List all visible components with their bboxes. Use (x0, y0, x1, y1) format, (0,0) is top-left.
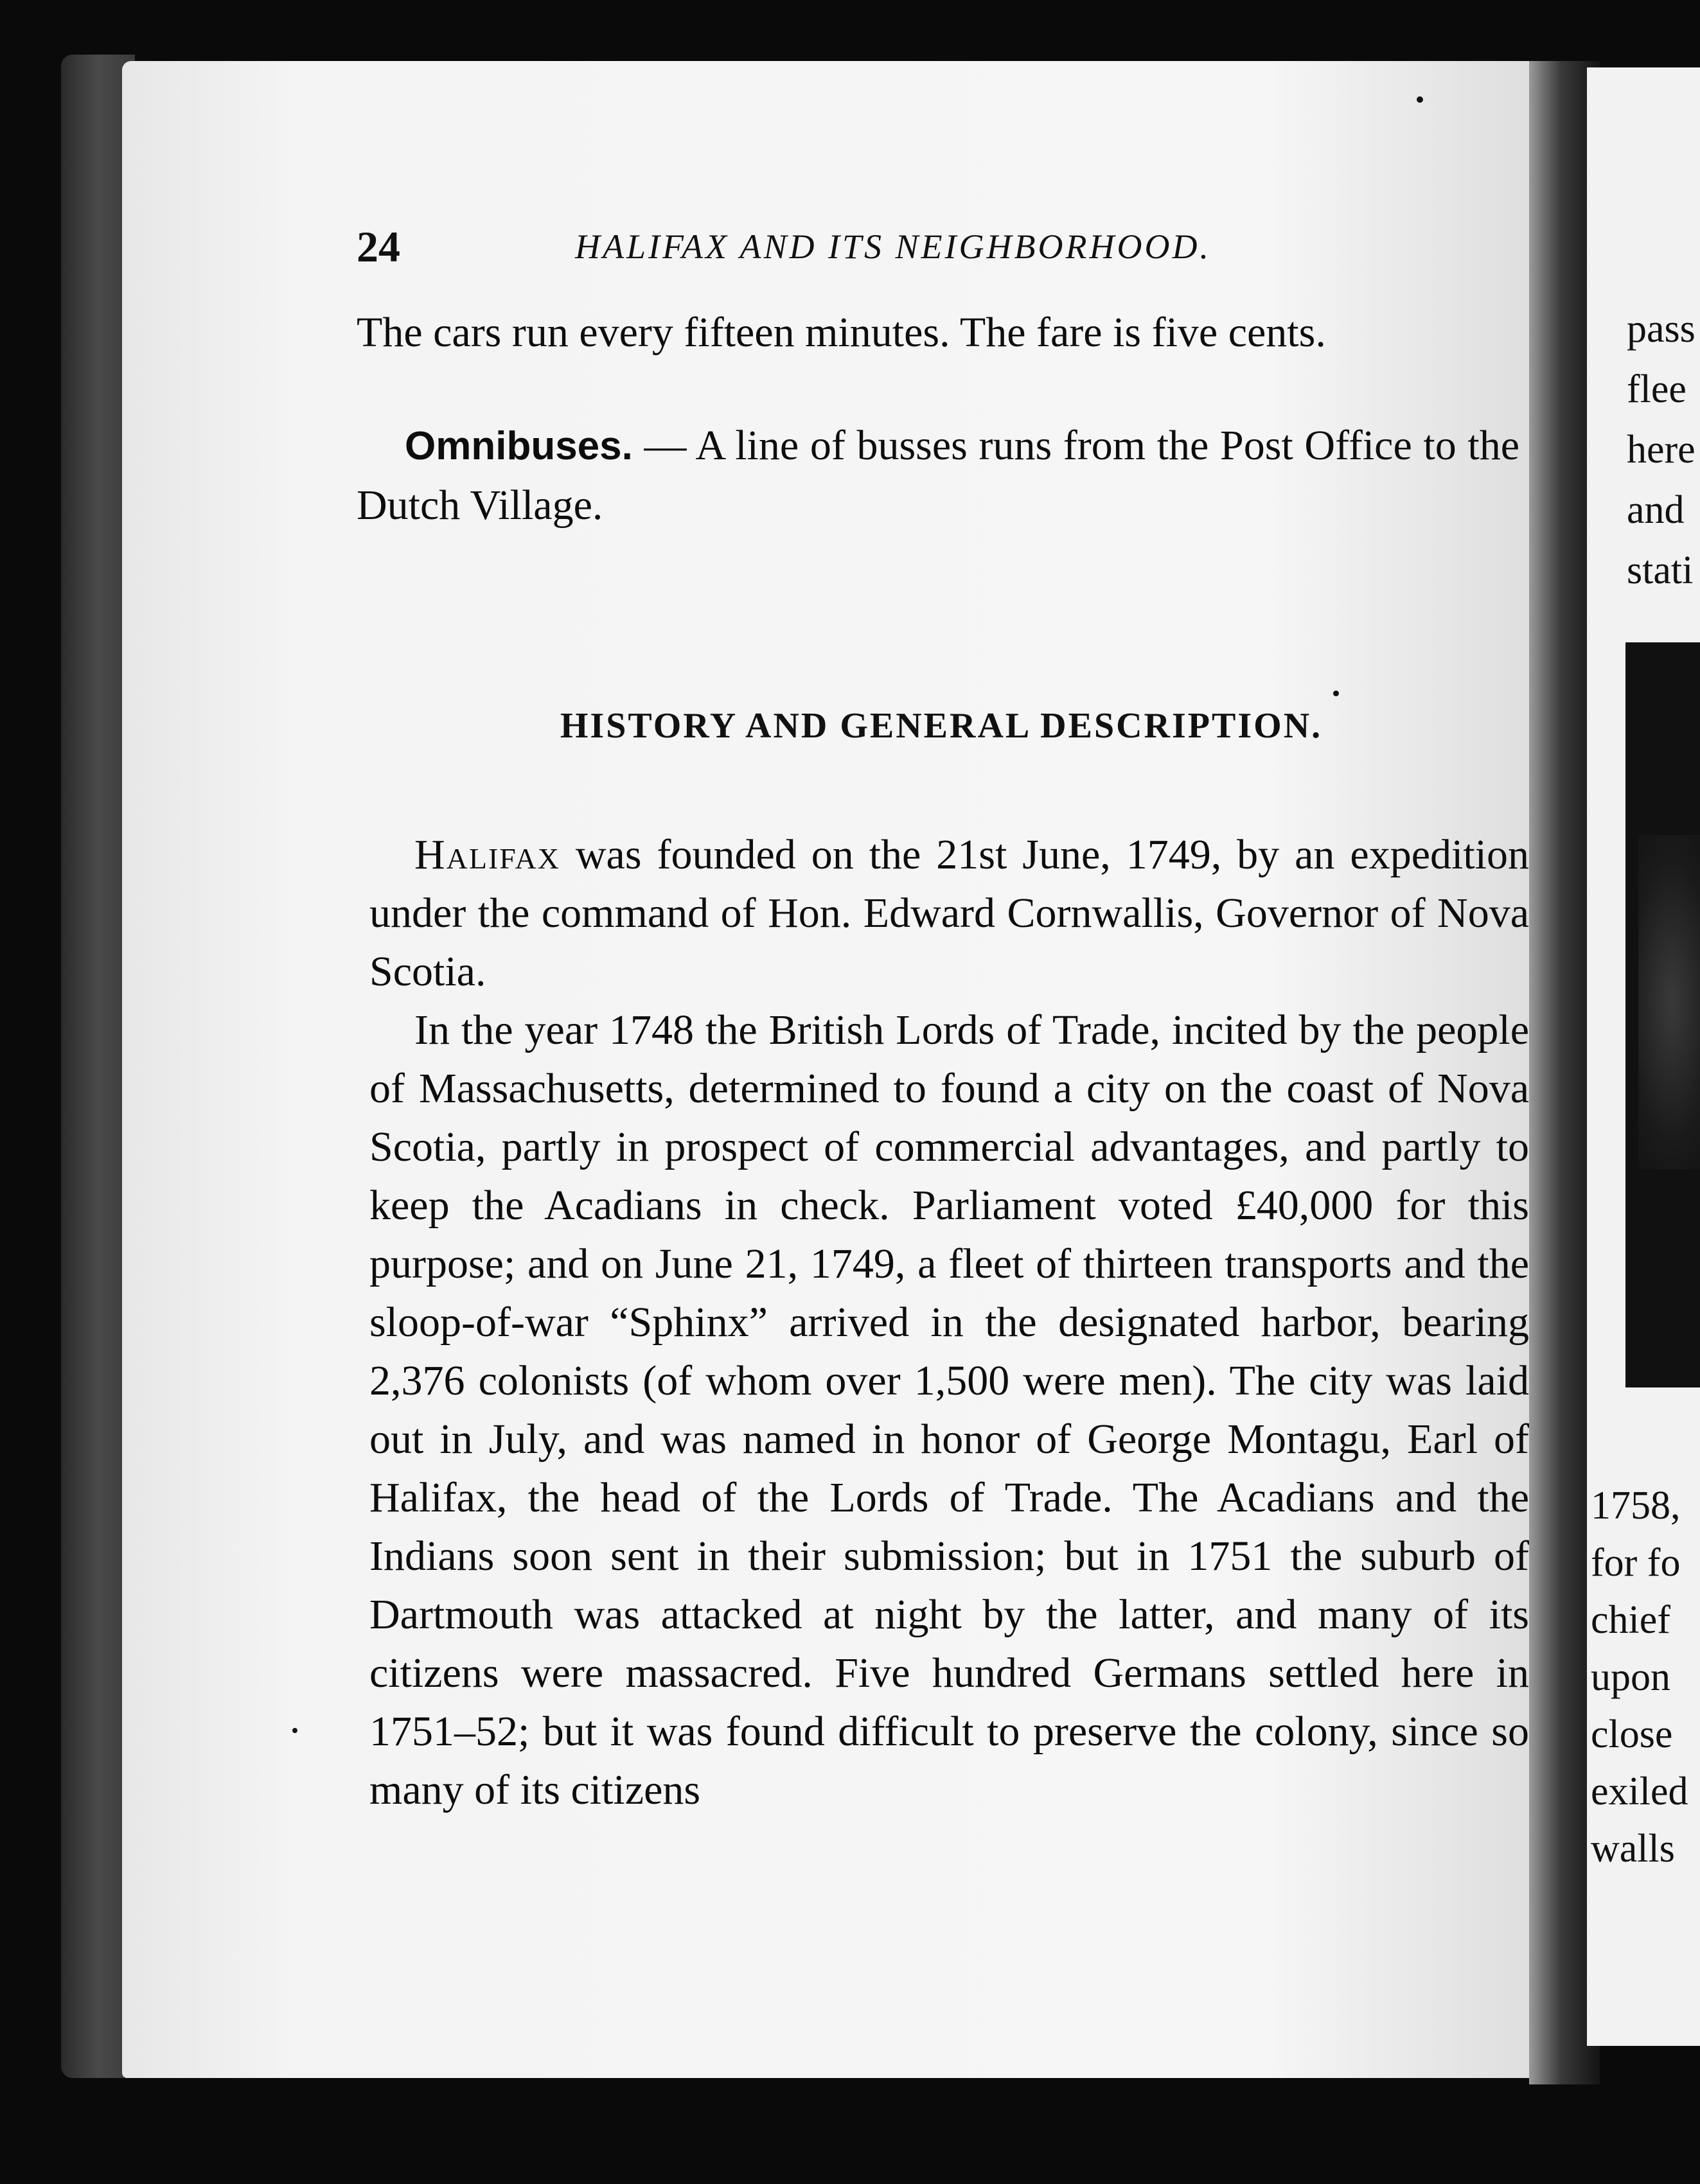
section-heading: HISTORY AND GENERAL DESCRIPTION. (560, 706, 1323, 746)
history-p1-body: was founded on the 21st June, 1749, by an expedition under the command of Hon. Edward Cornwallis, Governor of Nova Scotia. (369, 831, 1529, 995)
page-header (357, 222, 1526, 279)
history-lead-word: Halifax (414, 831, 560, 878)
facing-page-illustration (1625, 642, 1700, 1387)
facing-page-text-top (1627, 299, 1700, 601)
facing-page (1587, 67, 1700, 2046)
facing-page-text-bottom (1591, 1477, 1700, 1878)
facing-line: chief (1591, 1598, 1670, 1642)
omnibus-paragraph (357, 416, 1519, 535)
facing-line: exiled (1591, 1770, 1688, 1813)
history-text (369, 825, 1529, 1819)
scan-speck (1333, 691, 1339, 696)
omnibus-lead: Omnibuses. (405, 424, 633, 468)
facing-line: stati (1627, 549, 1694, 592)
facing-line: and (1627, 488, 1685, 532)
history-paragraph-1 (369, 825, 1529, 1001)
omnibus-text (357, 416, 1519, 535)
cars-text: The cars run every fifteen minutes. The fare is five cents. (357, 309, 1326, 356)
cars-paragraph (357, 303, 1519, 362)
omnibus-body: A line of busses runs from the Post Office to the Dutch Village. (357, 422, 1520, 529)
running-head: HALIFAX AND ITS NEIGHBORHOOD. (575, 227, 1211, 266)
facing-line: flee (1627, 367, 1687, 411)
facing-line: pass (1627, 307, 1696, 351)
scan-speck (1417, 96, 1423, 103)
omnibus-dash: — (632, 422, 696, 469)
facing-line: for fo (1591, 1541, 1681, 1585)
scan-speck (292, 1728, 297, 1733)
history-paragraph-2: In the year 1748 the British Lords of Trade, incited by the people of Massachusetts, determined to found a city on the coast of Nova Scotia, partly in prospect of commercial advantages, and partly to keep the Acadians in check. Parliament voted £40,000 for this purpose; and on June 21, 1749, a fleet of thirteen transports and the sloop-of-war “Sphinx” arrived in the designated harbor, bearing 2,376 colonists (of whom over 1,500 were men). The city was laid out in July, and was named in honor of George Montagu, Earl of Halifax, the head of the Lords of Trade. The Acadians and the Indians soon sent in their submission; but in 1751 the suburb of Dartmouth was attacked at night by the latter, and many of its citizens were massacred. Five hundred Germans settled here in 1751–52; but it was found difficult to preserve the colony, since so many of its citizens (369, 1007, 1529, 1813)
facing-line: 1758, (1591, 1484, 1681, 1528)
facing-line: upon (1591, 1655, 1670, 1699)
facing-line: close (1591, 1713, 1673, 1756)
page-number: 24 (357, 222, 400, 271)
facing-line: walls (1591, 1827, 1675, 1871)
facing-line: here (1627, 428, 1696, 471)
